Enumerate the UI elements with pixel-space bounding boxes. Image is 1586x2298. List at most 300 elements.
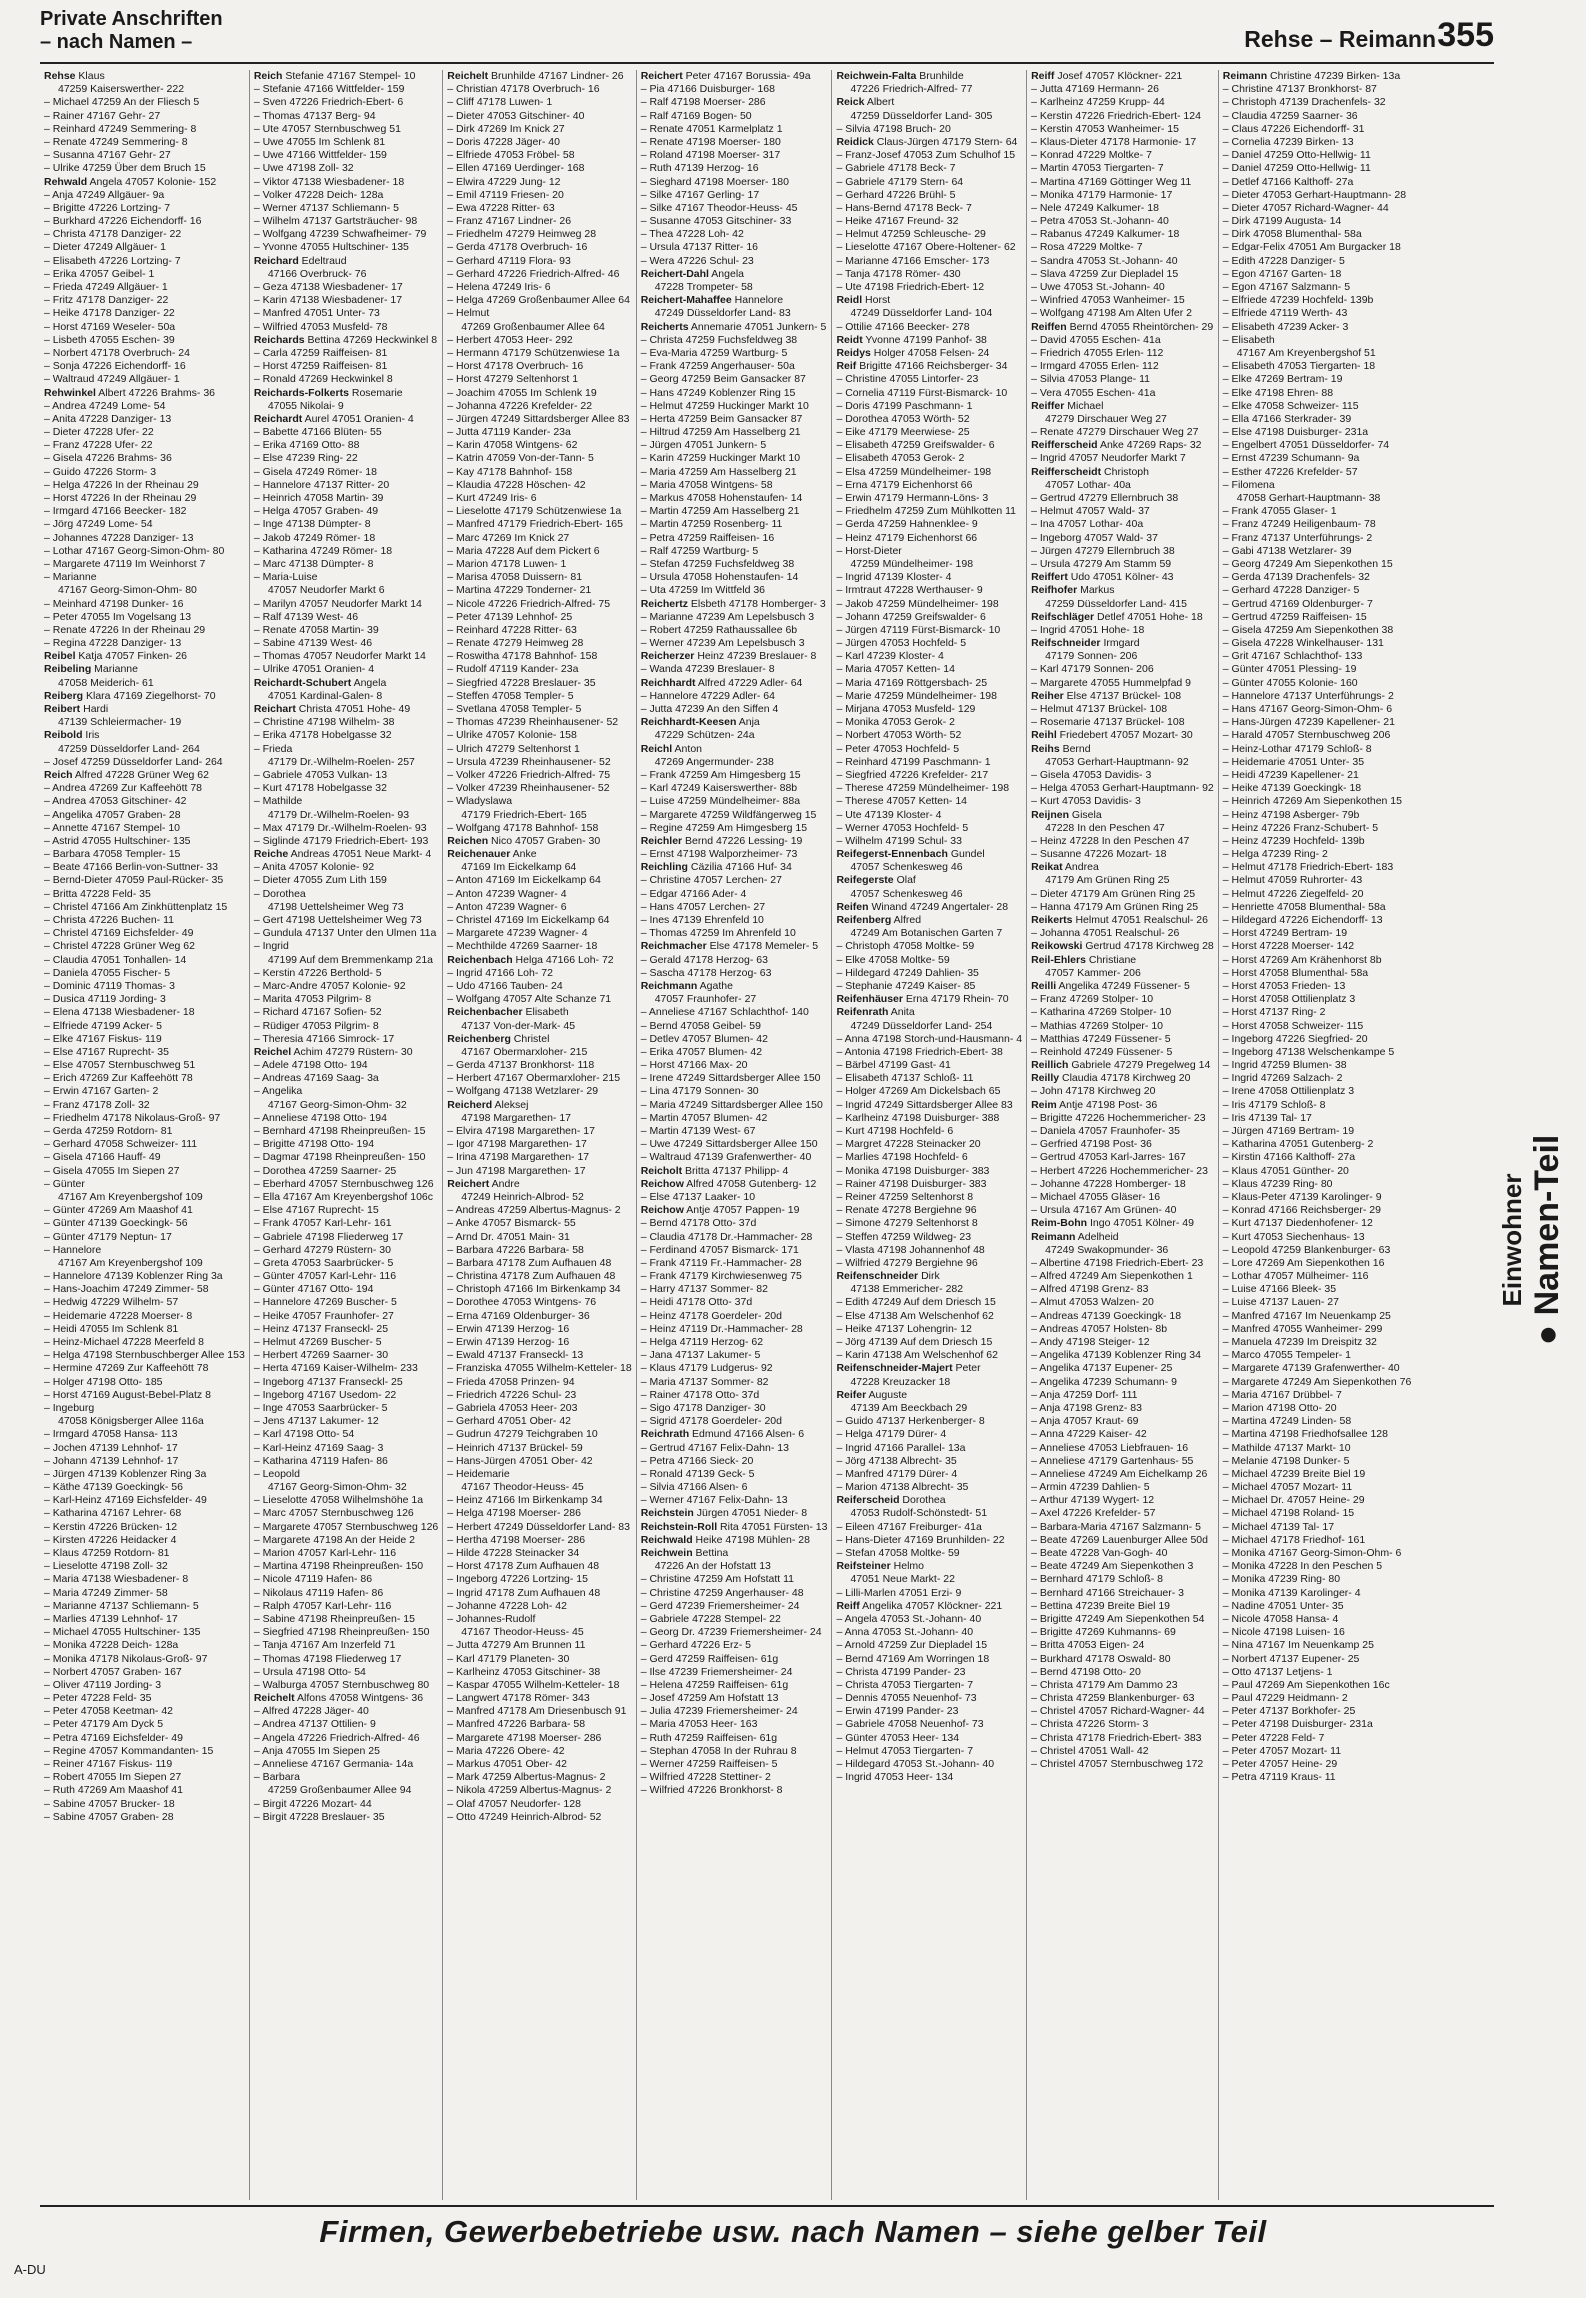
listing-text: – Lieselotte 47198 Zoll- 32	[44, 1560, 168, 1573]
listing-text: – Elke 47167 Fiskus- 119	[44, 1032, 162, 1045]
listing-text: – Nicole 47226 Friedrich-Alfred- 75	[447, 597, 611, 610]
listing-entry	[254, 980, 438, 993]
listing-text: – Peter 47057 Heine- 29	[1222, 1758, 1338, 1770]
listing-text: – Christa 47178 Friedrich-Ebert- 383	[1031, 1731, 1202, 1744]
listing-text: Gabriele 47279 Pregelweg 14	[1068, 1059, 1211, 1072]
listing-text: – Sieghard 47198 Moerser- 180	[640, 175, 789, 188]
listing-entry	[641, 888, 828, 901]
listing-entry	[1223, 822, 1412, 835]
listing-text: Alfons 47058 Wintgens- 36	[294, 1692, 424, 1705]
listing-text: – Heinz 47179 Eichenhorst 66	[836, 531, 978, 544]
listing-entry	[641, 1718, 828, 1731]
listing-text: – Ingeborg 47138 Welschenkampe 5	[1222, 1045, 1395, 1058]
listing-entry	[1031, 1718, 1214, 1731]
listing-text: 47167 Am Kreyenbergshof 51	[1236, 346, 1376, 359]
listing-entry	[44, 729, 245, 742]
listing-entry	[836, 1600, 1022, 1613]
listing-text: – Manfred 47179 Dürer- 4	[836, 1467, 958, 1480]
listing-entry	[836, 176, 1022, 189]
listing-text: 47053 Gerhart-Hauptmann- 92	[1045, 755, 1189, 768]
listing-entry	[254, 1507, 438, 1520]
listing-entry	[641, 1442, 828, 1455]
listing-text: Aurel 47051 Oranien- 4	[302, 412, 414, 425]
listing-text: – Regine 47057 Kommandanten- 15	[44, 1744, 214, 1757]
listing-entry	[836, 954, 1022, 967]
listing-entry	[1223, 1679, 1412, 1692]
listing-entry	[836, 716, 1022, 729]
surname: Reichert-Mahaffee	[640, 294, 732, 307]
listing-entry	[1223, 268, 1412, 281]
listing-entry	[836, 1587, 1022, 1600]
listing-entry	[1031, 1442, 1214, 1455]
listing-text: – Ute 47198 Friedrich-Ebert- 12	[836, 281, 985, 293]
listing-entry	[1223, 1705, 1412, 1718]
listing-text: – Claudia 47051 Tonhallen- 14	[44, 953, 187, 966]
listing-text: – Ina 47057 Lothar- 40a	[1031, 518, 1144, 531]
listing-entry	[641, 307, 828, 320]
listing-text: – Andrea 47249 Lome- 54	[44, 399, 166, 412]
listing-text: – Helena 47249 Iris- 6	[447, 281, 551, 293]
listing-entry	[641, 1666, 828, 1679]
listing-entry	[44, 1191, 245, 1204]
listing-text: – Margret 47228 Steinacker 20	[836, 1138, 981, 1151]
surname: Reichert	[447, 1177, 490, 1190]
listing-text: – Greta 47053 Saarbrücker- 5	[253, 1256, 394, 1269]
listing-entry	[836, 1033, 1022, 1046]
listing-entry	[836, 123, 1022, 136]
listing-entry	[641, 479, 828, 492]
listing-entry	[44, 307, 245, 320]
listing-entry	[641, 387, 828, 400]
listing-text: – Christel 47169 Eichsfelder- 49	[44, 927, 194, 940]
directory-column	[40, 70, 250, 2200]
listing-text: – Marie 47259 Mündelheimer- 198	[836, 689, 997, 702]
listing-entry	[44, 835, 245, 848]
surname: Reichel	[253, 1045, 292, 1058]
listing-entry	[447, 1231, 631, 1244]
listing-entry	[1223, 149, 1412, 162]
listing-entry	[44, 1771, 245, 1784]
surname: Reichow	[640, 1177, 684, 1190]
listing-text: – Katharina 47249 Römer- 18	[253, 544, 393, 557]
listing-text: – Erwin 47167 Garten- 2	[44, 1085, 159, 1098]
listing-entry	[1031, 1362, 1214, 1375]
listing-text: – Gerald 47178 Herzog- 63	[640, 953, 768, 966]
listing-text: – Manfred 47051 Unter- 73	[253, 307, 380, 320]
listing-text: Angela	[351, 676, 387, 689]
listing-text: – Horst 47178 Overbruch- 16	[447, 360, 584, 373]
surname: Reichards-Folkerts	[253, 386, 349, 399]
listing-text: – Heike 47139 Goeckingk- 18	[1222, 782, 1362, 795]
listing-entry	[254, 1666, 438, 1679]
listing-text: Holger 47058 Felsen- 24	[870, 346, 990, 359]
listing-text: Helga 47166 Loh- 72	[512, 953, 614, 966]
listing-entry	[44, 1033, 245, 1046]
surname: Reifferscheidt	[1031, 465, 1102, 478]
listing-entry	[1223, 1244, 1412, 1257]
listing-text: – Helmut 47259 Schleusche- 29	[836, 228, 986, 241]
listing-entry	[1031, 1125, 1214, 1138]
listing-entry	[447, 874, 631, 887]
listing-entry	[1031, 1732, 1214, 1745]
listing-text: – Christa 47226 Storm- 3	[1031, 1718, 1149, 1731]
listing-text: Brunhilde 47167 Lindner- 26	[488, 70, 624, 82]
listing-entry	[44, 954, 245, 967]
listing-entry	[641, 1112, 828, 1125]
listing-text: – Uwe 47053 St.-Johann- 40	[1031, 281, 1165, 293]
listing-entry	[447, 1059, 631, 1072]
listing-text: – Grit 47167 Schlachthof- 133	[1222, 650, 1363, 663]
listing-entry	[447, 149, 631, 162]
listing-text: – Renate 47278 Bergiehne 96	[836, 1204, 977, 1217]
listing-text: – Peter 47055 Im Vogelsang 13	[44, 610, 192, 623]
listing-entry	[1031, 241, 1214, 254]
listing-text: 47057 Kammer- 206	[1045, 966, 1141, 979]
listing-entry	[1223, 729, 1412, 742]
listing-text: – Josef 47259 Düsseldorfer Land- 264	[44, 755, 223, 768]
listing-text: – Eileen 47167 Freiburger- 41a	[836, 1520, 982, 1533]
listing-text: – Elwira 47229 Jung- 12	[447, 175, 561, 188]
listing-entry	[641, 1362, 828, 1375]
listing-text: – Klaus 47051 Günther- 20	[1222, 1164, 1349, 1177]
listing-entry	[44, 716, 245, 729]
footer-code: A-DU	[14, 2262, 46, 2277]
listing-entry	[641, 650, 828, 663]
listing-entry	[641, 1046, 828, 1059]
listing-text: – Ursula 47167 Am Grünen- 40	[1031, 1204, 1177, 1217]
listing-text: – Petra 47053 St.-Johann- 40	[1031, 215, 1169, 228]
listing-entry	[1223, 1481, 1412, 1494]
listing-text: – Manfred 47167 Im Neuenkamp 25	[1222, 1309, 1391, 1322]
listing-text: 47226 Friedrich-Alfred- 77	[850, 83, 973, 96]
listing-text: – Wilfried 47228 Stettiner- 2	[640, 1771, 771, 1784]
listing-entry	[254, 901, 438, 914]
listing-text: Annemarie 47051 Junkern- 5	[688, 320, 827, 333]
listing-entry	[1031, 993, 1214, 1006]
listing-entry	[641, 505, 828, 518]
listing-text: – Robert 47259 Rathaussallee 6b	[640, 623, 798, 636]
listing-text: – Wilhelm 47137 Gartsträucher- 98	[253, 215, 418, 228]
listing-text: – Peter 47228 Feld- 35	[44, 1692, 152, 1705]
listing-text: – Engelbert 47051 Düsseldorfer- 74	[1222, 439, 1390, 452]
listing-text: 47167 Am Kreyenbergshof 109	[58, 1190, 203, 1203]
listing-entry	[1031, 690, 1214, 703]
listing-entry	[1031, 1428, 1214, 1441]
surname: Reichhardt	[640, 676, 696, 689]
listing-entry	[1031, 1415, 1214, 1428]
listing-text: – Slava 47259 Zur Diepladel 15	[1031, 267, 1179, 280]
listing-text: – Michael 47178 Friedhof- 161	[1222, 1533, 1366, 1546]
listing-entry	[1223, 176, 1412, 189]
listing-text: – Anja 47259 Dorf- 111	[1031, 1388, 1138, 1401]
listing-entry	[836, 307, 1022, 320]
listing-entry	[447, 1191, 631, 1204]
listing-entry	[254, 795, 438, 808]
listing-entry	[44, 888, 245, 901]
listing-text: 47269 Angermunder- 238	[654, 755, 774, 768]
listing-entry	[1223, 1178, 1412, 1191]
listing-text: – Christine 47057 Lerchen- 27	[640, 874, 782, 887]
listing-entry	[447, 1112, 631, 1125]
listing-text: – Klaus 47239 Ring- 80	[1222, 1177, 1333, 1190]
listing-entry	[1031, 716, 1214, 729]
listing-text: – Hans-Bernd 47178 Beck- 7	[836, 201, 972, 214]
listing-entry	[641, 532, 828, 545]
listing-text: – Heike 47057 Fraunhofer- 27	[253, 1309, 394, 1322]
listing-text: – Hannelore 47229 Adler- 64	[640, 689, 775, 702]
listing-text: – Ute 47057 Sternbuschweg 51	[253, 122, 401, 135]
listing-text: – Elisabeth	[1222, 333, 1275, 346]
listing-text: Friedebert 47057 Mozart- 30	[1056, 729, 1193, 742]
listing-text: – Georg 47249 Am Siepenkothen 15	[1222, 557, 1393, 570]
surname: Reifer	[836, 1388, 867, 1401]
listing-text: – Bettina 47239 Breite Biel 19	[1031, 1599, 1171, 1612]
listing-text: 47058 Königsberger Allee 116a	[58, 1415, 204, 1428]
listing-text: – Heinz 47166 Im Birkenkamp 34	[447, 1494, 603, 1507]
running-header-left	[40, 8, 223, 54]
listing-entry	[836, 1639, 1022, 1652]
listing-entry	[447, 756, 631, 769]
listing-text: 47167 Georg-Simon-Ohm- 32	[267, 1481, 407, 1494]
listing-entry	[641, 624, 828, 637]
listing-entry	[836, 809, 1022, 822]
listing-text: – Georg Dr. 47239 Friemersheimer- 24	[640, 1626, 822, 1639]
listing-entry	[254, 1151, 438, 1164]
listing-text: – Erwin 47179 Hermann-Löns- 3	[836, 492, 989, 504]
listing-text: Olaf	[893, 874, 916, 887]
listing-entry	[836, 1692, 1022, 1705]
listing-text: – Petra 47259 Raiffeisen- 16	[640, 531, 775, 544]
listing-text: – Martin 47259 Am Hasselberg 21	[640, 505, 800, 518]
listing-entry	[836, 347, 1022, 360]
listing-text: 47228 Kreuzacker 18	[850, 1375, 951, 1388]
listing-entry	[641, 1349, 828, 1362]
listing-entry	[44, 1507, 245, 1520]
listing-text: – Ingrid	[253, 940, 289, 953]
listing-text: Brunhilde	[916, 70, 964, 82]
listing-entry	[1223, 743, 1412, 756]
listing-entry	[1223, 413, 1412, 426]
listing-text: – Tanja 47167 Am Inzerfeld 71	[253, 1639, 396, 1652]
listing-entry	[1223, 1718, 1412, 1731]
listing-entry	[1223, 1283, 1412, 1296]
listing-entry	[836, 1534, 1022, 1547]
listing-text: – Anna 47229 Kaiser- 42	[1031, 1428, 1147, 1441]
listing-text: Erna 47179 Rhein- 70	[902, 993, 1009, 1006]
listing-text: – Elke 47269 Bertram- 19	[1222, 373, 1343, 386]
listing-text: – Guido 47137 Herkenberger- 8	[836, 1415, 985, 1428]
listing-entry	[44, 123, 245, 136]
listing-entry	[44, 769, 245, 782]
listing-text: – Sandra 47053 St.-Johann- 40	[1031, 254, 1178, 267]
listing-entry	[836, 228, 1022, 241]
listing-entry	[254, 189, 438, 202]
listing-text: – Marianne 47166 Emscher- 173	[836, 254, 990, 267]
listing-entry	[1223, 83, 1412, 96]
listing-entry	[447, 347, 631, 360]
listing-entry	[1223, 756, 1412, 769]
listing-entry	[1031, 1507, 1214, 1520]
listing-text: – Monika 47239 Ring- 80	[1222, 1573, 1341, 1586]
listing-text: – Steffen 47058 Templer- 5	[447, 689, 574, 702]
listing-entry	[44, 1165, 245, 1178]
listing-entry	[1223, 466, 1412, 479]
listing-text: – Helmut 47057 Wald- 37	[1031, 505, 1150, 518]
listing-text: – Katharina 47051 Gutenberg- 2	[1222, 1138, 1374, 1151]
listing-entry	[641, 954, 828, 967]
listing-text: – Else 47198 Duisburger- 231a	[1222, 426, 1369, 439]
listing-entry	[254, 123, 438, 136]
listing-entry	[1223, 703, 1412, 716]
listing-text: – Ernst 47198 Walporzheimer- 73	[640, 848, 798, 861]
listing-text: – Sabine 47057 Brucker- 18	[44, 1797, 175, 1810]
listing-entry	[1031, 1666, 1214, 1679]
listing-entry	[641, 1059, 828, 1072]
listing-text: – Rudolf 47119 Kander- 23a	[447, 663, 579, 676]
listing-entry	[44, 83, 245, 96]
listing-text: – Friedhelm 47259 Zum Mühlkotten 11	[836, 505, 1017, 518]
listing-text: – Luise 47259 Mündelheimer- 88a	[640, 795, 801, 808]
listing-text: – Hans-Jürgen 47051 Ober- 42	[447, 1454, 593, 1467]
listing-entry	[641, 809, 828, 822]
listing-entry	[1223, 241, 1412, 254]
listing-text: – Dieter 47053 Gerhart-Hauptmann- 28	[1222, 188, 1407, 201]
listing-entry	[447, 914, 631, 927]
listing-entry	[44, 901, 245, 914]
listing-text: 47259 Düsseldorfer Land- 415	[1045, 597, 1187, 610]
listing-entry	[1031, 1296, 1214, 1309]
listing-entry	[447, 1336, 631, 1349]
surname: Reifferscheid	[1031, 439, 1098, 452]
listing-text: – Christoph 47166 Im Birkenkamp 34	[447, 1283, 621, 1296]
listing-text: – Dirk 47269 Im Knick 27	[447, 122, 565, 135]
listing-text: – Peter 47058 Keetman- 42	[44, 1705, 174, 1718]
surname: Reim	[1031, 1098, 1057, 1111]
listing-entry	[44, 1455, 245, 1468]
listing-text: – Therese 47259 Mündelheimer- 198	[836, 782, 1010, 795]
listing-text: – Dennis 47055 Neuenhof- 73	[836, 1692, 977, 1705]
listing-entry	[447, 1033, 631, 1046]
listing-text: – Helga 47198 Sternbuschberger Allee 153	[44, 1349, 245, 1362]
listing-entry	[641, 1679, 828, 1692]
listing-entry	[254, 624, 438, 637]
listing-entry	[254, 1204, 438, 1217]
listing-entry	[44, 848, 245, 861]
listing-text: 47179 Dr.-Wilhelm-Roelen- 257	[267, 755, 415, 768]
listing-entry	[254, 940, 438, 953]
listing-text: – Ottilie 47166 Beecker- 278	[836, 320, 970, 333]
listing-entry	[1223, 1415, 1412, 1428]
listing-entry	[1223, 1639, 1412, 1652]
listing-entry	[447, 545, 631, 558]
listing-text: – Jürgen 47053 Hochfeld- 5	[836, 637, 967, 650]
listing-entry	[447, 466, 631, 479]
listing-text: – Helmut	[447, 307, 490, 320]
listing-text: – Christa 47226 Buchen- 11	[44, 914, 174, 926]
listing-entry	[641, 123, 828, 136]
listing-text: – Erika 47057 Blumen- 42	[640, 1045, 763, 1058]
listing-entry	[836, 1310, 1022, 1323]
listing-entry	[1031, 901, 1214, 914]
listing-text: Anke 47269 Raps- 32	[1097, 439, 1202, 452]
listing-entry	[44, 782, 245, 795]
listing-entry	[641, 1521, 828, 1534]
listing-entry	[641, 1468, 828, 1481]
listing-entry	[1223, 400, 1412, 413]
listing-entry	[1223, 1362, 1412, 1375]
listing-text: – Frank 47179 Kirchwiesenweg 75	[640, 1270, 802, 1283]
listing-entry	[44, 1481, 245, 1494]
listing-text: – Almut 47053 Walzen- 20	[1031, 1296, 1154, 1309]
listing-entry	[44, 795, 245, 808]
listing-entry	[641, 584, 828, 597]
listing-text: – Leopold	[253, 1467, 300, 1480]
listing-entry	[1223, 769, 1412, 782]
listing-entry	[641, 1481, 828, 1494]
listing-entry	[836, 1666, 1022, 1679]
listing-entry	[44, 96, 245, 109]
running-title	[1244, 26, 1436, 53]
listing-text: Claudia 47178 Kirchweg 20	[1059, 1072, 1191, 1085]
listing-text: Helmo	[890, 1560, 924, 1573]
listing-text: – Hiltrud 47259 Am Hasselberg 21	[640, 426, 801, 439]
directory-column	[1027, 70, 1219, 2200]
listing-text: – Helmut 47259 Huckinger Markt 10	[640, 399, 809, 412]
listing-text: – Michael 47057 Mozart- 11	[1222, 1481, 1353, 1494]
listing-text: – Marion 47138 Albrecht- 35	[836, 1481, 969, 1494]
listing-entry	[1031, 1217, 1214, 1230]
listing-entry	[836, 1112, 1022, 1125]
listing-text: – Wolfgang 47198 Am Alten Ufer 2	[1031, 307, 1192, 320]
listing-text: – Susanne 47053 Gitschiner- 33	[640, 215, 792, 228]
listing-text: – Olaf 47057 Neudorfer- 128	[447, 1797, 581, 1810]
listing-text: – Barbara 47226 Barbara- 58	[447, 1243, 584, 1256]
listing-entry	[641, 1085, 828, 1098]
listing-text: – Barbara	[253, 1771, 300, 1784]
listing-text: – Maria 47058 Wintgens- 58	[640, 478, 773, 491]
surname: Reiberg	[44, 689, 84, 702]
listing-entry	[836, 321, 1022, 334]
listing-entry	[254, 202, 438, 215]
listing-text: – Manfred 47226 Barbara- 58	[447, 1718, 586, 1731]
surname: Reick	[836, 96, 865, 109]
surname: Reilli	[1031, 979, 1057, 992]
listing-entry	[447, 954, 631, 967]
listing-text: 47053 Rudolf-Schönstedt- 51	[850, 1507, 988, 1520]
listing-entry	[1223, 202, 1412, 215]
listing-text: – Ewa 47228 Ritter- 63	[447, 201, 555, 214]
listing-entry	[641, 1072, 828, 1085]
listing-text: Antje 47057 Pappen- 19	[683, 1204, 800, 1217]
listing-entry	[1223, 215, 1412, 228]
listing-text: – Burkhard 47178 Oswald- 80	[1031, 1652, 1171, 1665]
listing-entry	[44, 967, 245, 980]
listing-text: – Erich 47269 Zur Kaffeehött 78	[44, 1072, 193, 1085]
listing-entry	[1223, 1296, 1412, 1309]
listing-text: – Daniel 47259 Otto-Hellwig- 11	[1222, 149, 1371, 162]
listing-text: – Karl 47239 Kloster- 4	[836, 650, 944, 663]
listing-entry	[447, 387, 631, 400]
listing-text: – Gisela 47259 Am Siepenkothen 38	[1222, 623, 1394, 636]
listing-entry	[1223, 1085, 1412, 1098]
listing-entry	[44, 136, 245, 149]
listing-entry	[44, 677, 245, 690]
listing-text: – Ralf 47198 Moerser- 286	[640, 96, 766, 109]
listing-entry	[1031, 110, 1214, 123]
listing-entry	[254, 1481, 438, 1494]
listing-entry	[254, 505, 438, 518]
listing-text: – Mirjana 47053 Musfeld- 129	[836, 703, 976, 715]
